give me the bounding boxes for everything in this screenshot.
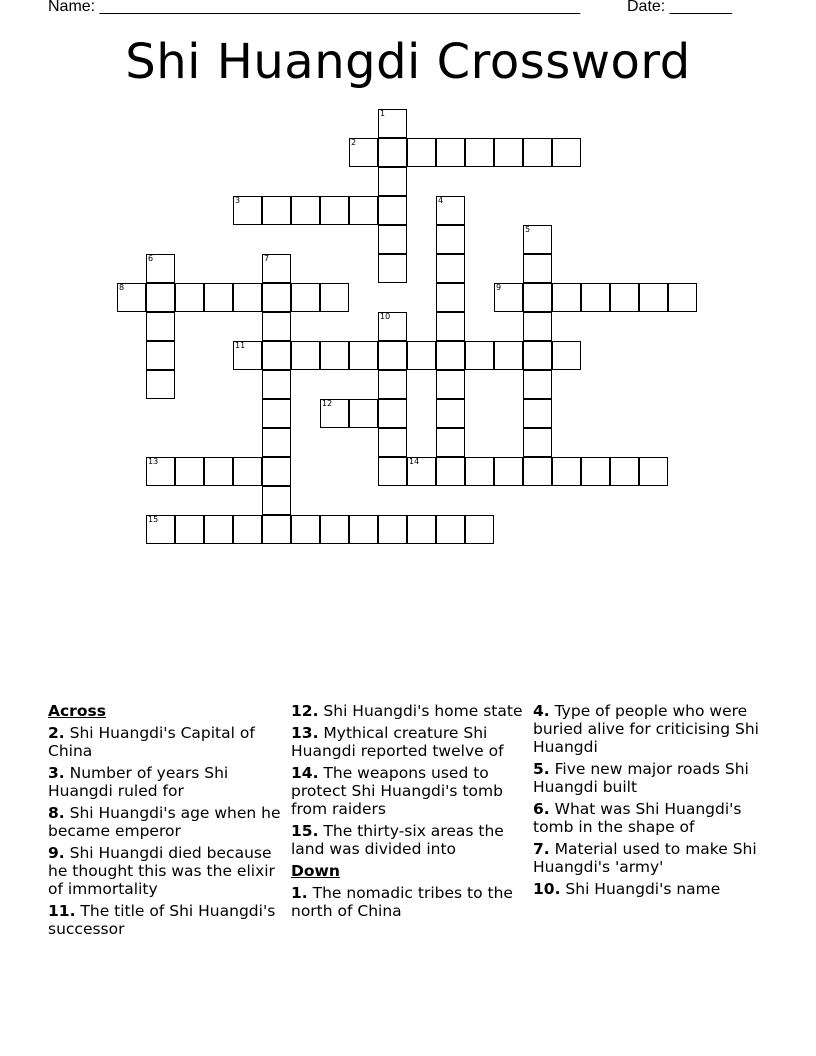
grid-cell[interactable] — [320, 515, 349, 544]
grid-cell[interactable] — [262, 254, 291, 283]
grid-cell[interactable] — [581, 283, 610, 312]
grid-cell[interactable] — [378, 254, 407, 283]
grid-cell[interactable] — [436, 399, 465, 428]
page-title: Shi Huangdi Crossword — [125, 34, 691, 90]
grid-cell[interactable] — [233, 196, 262, 225]
grid-cell[interactable] — [465, 341, 494, 370]
grid-cell[interactable] — [262, 283, 291, 312]
cell-number: 13 — [148, 457, 159, 466]
grid-cell[interactable] — [378, 138, 407, 167]
clue-text: Five new major roads Shi Huangdi built — [533, 760, 749, 796]
cell-number: 5 — [525, 225, 531, 234]
cell-number: 2 — [351, 138, 357, 147]
clues-column-2 — [291, 702, 527, 924]
grid-cell[interactable] — [204, 515, 233, 544]
clue-number: 14. — [291, 764, 319, 782]
grid-cell[interactable] — [552, 138, 581, 167]
clue-text: Mythical creature Shi Huangdi reported twelve of — [291, 724, 504, 760]
grid-cell[interactable] — [146, 341, 175, 370]
grid-cell[interactable] — [262, 312, 291, 341]
clue-across-8 — [48, 804, 284, 840]
grid-cell[interactable] — [320, 196, 349, 225]
clue-number: 5. — [533, 760, 550, 778]
clue-text: The thirty-six areas the land was divided into — [291, 822, 504, 858]
clue-number: 15. — [291, 822, 319, 840]
grid-cell[interactable] — [436, 254, 465, 283]
clue-down-4 — [533, 702, 769, 756]
clue-number: 2. — [48, 724, 65, 742]
grid-cell[interactable] — [204, 457, 233, 486]
grid-cell[interactable] — [146, 254, 175, 283]
date-field-label: Date: _______ — [627, 0, 732, 15]
grid-cell[interactable] — [436, 457, 465, 486]
grid-cell[interactable] — [523, 399, 552, 428]
grid-cell[interactable] — [349, 196, 378, 225]
grid-cell[interactable] — [233, 457, 262, 486]
grid-cell[interactable] — [465, 138, 494, 167]
cell-number: 8 — [119, 283, 125, 292]
grid-cell[interactable] — [494, 341, 523, 370]
grid-cell[interactable] — [436, 312, 465, 341]
grid-cell[interactable] — [436, 428, 465, 457]
grid-cell[interactable] — [436, 196, 465, 225]
cell-number: 1 — [380, 109, 386, 118]
cell-number: 4 — [438, 196, 444, 205]
grid-cell[interactable] — [407, 515, 436, 544]
cell-number: 12 — [322, 399, 333, 408]
grid-cell[interactable] — [639, 283, 668, 312]
clue-number: 11. — [48, 902, 76, 920]
grid-cell[interactable] — [523, 341, 552, 370]
grid-cell[interactable] — [262, 370, 291, 399]
clue-across-15 — [291, 822, 527, 858]
clue-across-13 — [291, 724, 527, 760]
clue-text: Shi Huangdi's age when he became emperor — [48, 804, 281, 840]
grid-cell[interactable] — [552, 457, 581, 486]
grid-cell[interactable] — [407, 457, 436, 486]
clue-number: 6. — [533, 800, 550, 818]
grid-cell[interactable] — [146, 283, 175, 312]
grid-cell[interactable] — [378, 225, 407, 254]
clue-text: Material used to make Shi Huangdi's 'army' — [533, 840, 757, 876]
grid-cell[interactable] — [146, 457, 175, 486]
name-field-label: Name: ______________________________________________________ — [48, 0, 581, 15]
clue-number: 13. — [291, 724, 319, 742]
clue-text: Shi Huangdi's Capital of China — [48, 724, 255, 760]
grid-cell[interactable] — [436, 138, 465, 167]
grid-cell[interactable] — [523, 312, 552, 341]
clue-text: Shi Huangdi died because he thought this was the elixir of immortality — [48, 844, 275, 898]
clue-down-5 — [533, 760, 769, 796]
clues-column-3 — [533, 702, 769, 902]
grid-cell[interactable] — [407, 138, 436, 167]
grid-cell[interactable] — [523, 138, 552, 167]
clue-number: 12. — [291, 702, 319, 720]
grid-cell[interactable] — [523, 428, 552, 457]
grid-cell[interactable] — [291, 196, 320, 225]
grid-cell[interactable] — [291, 515, 320, 544]
clue-across-2 — [48, 724, 284, 760]
grid-cell[interactable] — [349, 138, 378, 167]
clue-number: 1. — [291, 884, 308, 902]
grid-cell[interactable] — [262, 341, 291, 370]
grid-cell[interactable] — [523, 283, 552, 312]
across-heading: Across — [48, 702, 106, 720]
grid-cell[interactable] — [378, 515, 407, 544]
grid-cell[interactable] — [378, 109, 407, 138]
grid-cell[interactable] — [175, 457, 204, 486]
grid-cell[interactable] — [465, 457, 494, 486]
grid-cell[interactable] — [436, 515, 465, 544]
clue-text: Shi Huangdi's name — [565, 880, 721, 898]
cell-number: 10 — [380, 312, 391, 321]
grid-cell[interactable] — [610, 457, 639, 486]
grid-cell[interactable] — [523, 254, 552, 283]
cell-number: 9 — [496, 283, 502, 292]
grid-cell[interactable] — [436, 283, 465, 312]
grid-cell[interactable] — [378, 167, 407, 196]
clue-down-7 — [533, 840, 769, 876]
grid-cell[interactable] — [233, 283, 262, 312]
clue-number: 9. — [48, 844, 65, 862]
grid-cell[interactable] — [262, 428, 291, 457]
clue-across-12 — [291, 702, 527, 720]
grid-cell[interactable] — [465, 515, 494, 544]
clue-text: What was Shi Huangdi's tomb in the shape of — [533, 800, 742, 836]
grid-cell[interactable] — [552, 341, 581, 370]
clue-text: Number of years Shi Huangdi ruled for — [48, 764, 229, 800]
grid-cell[interactable] — [320, 399, 349, 428]
grid-cell[interactable] — [146, 370, 175, 399]
grid-cell[interactable] — [349, 399, 378, 428]
grid-cell[interactable] — [320, 283, 349, 312]
grid-cell[interactable] — [146, 312, 175, 341]
cell-number: 14 — [409, 457, 420, 466]
grid-cell[interactable] — [233, 341, 262, 370]
cell-number: 3 — [235, 196, 241, 205]
grid-cell[interactable] — [378, 370, 407, 399]
grid-cell[interactable] — [378, 399, 407, 428]
clue-down-6 — [533, 800, 769, 836]
grid-cell[interactable] — [320, 341, 349, 370]
clue-number: 4. — [533, 702, 550, 720]
grid-cell[interactable] — [610, 283, 639, 312]
clues-column-1 — [48, 702, 284, 942]
clue-text: The title of Shi Huangdi's successor — [48, 902, 276, 938]
grid-cell[interactable] — [291, 283, 320, 312]
cell-number: 15 — [148, 515, 159, 524]
clue-number: 7. — [533, 840, 550, 858]
grid-cell[interactable] — [378, 457, 407, 486]
clue-text: Type of people who were buried alive for criticising Shi Huangdi — [533, 702, 759, 756]
clue-across-3 — [48, 764, 284, 800]
grid-cell[interactable] — [262, 399, 291, 428]
clue-down-10 — [533, 880, 769, 898]
grid-cell[interactable] — [581, 457, 610, 486]
clue-number: 10. — [533, 880, 561, 898]
grid-cell[interactable] — [262, 196, 291, 225]
grid-cell[interactable] — [552, 283, 581, 312]
grid-cell[interactable] — [378, 196, 407, 225]
grid-cell[interactable] — [349, 515, 378, 544]
grid-cell[interactable] — [262, 515, 291, 544]
cell-number: 11 — [235, 341, 246, 350]
clue-text: Shi Huangdi's home state — [323, 702, 523, 720]
grid-cell[interactable] — [175, 515, 204, 544]
grid-cell[interactable] — [436, 225, 465, 254]
down-heading: Down — [291, 862, 340, 880]
grid-cell[interactable] — [436, 341, 465, 370]
cell-number: 7 — [264, 254, 270, 263]
grid-cell[interactable] — [494, 138, 523, 167]
grid-cell[interactable] — [494, 457, 523, 486]
grid-cell[interactable] — [117, 283, 146, 312]
grid-cell[interactable] — [204, 283, 233, 312]
grid-cell[interactable] — [378, 341, 407, 370]
clue-number: 8. — [48, 804, 65, 822]
clue-text: The weapons used to protect Shi Huangdi's tomb from raiders — [291, 764, 503, 818]
clue-text: The nomadic tribes to the north of China — [291, 884, 513, 920]
cell-number: 6 — [148, 254, 154, 263]
grid-cell[interactable] — [349, 341, 378, 370]
grid-cell[interactable] — [291, 341, 320, 370]
grid-cell[interactable] — [262, 457, 291, 486]
grid-cell[interactable] — [146, 515, 175, 544]
grid-cell[interactable] — [436, 370, 465, 399]
grid-cell[interactable] — [378, 428, 407, 457]
grid-cell[interactable] — [378, 312, 407, 341]
grid-cell[interactable] — [523, 370, 552, 399]
grid-cell[interactable] — [639, 457, 668, 486]
clue-across-11 — [48, 902, 284, 938]
clue-number: 3. — [48, 764, 65, 782]
grid-cell[interactable] — [523, 457, 552, 486]
grid-cell[interactable] — [175, 283, 204, 312]
grid-cell[interactable] — [407, 341, 436, 370]
grid-cell[interactable] — [494, 283, 523, 312]
grid-cell[interactable] — [262, 486, 291, 515]
grid-cell[interactable] — [668, 283, 697, 312]
clue-down-1 — [291, 884, 527, 920]
clue-across-9 — [48, 844, 284, 898]
clue-across-14 — [291, 764, 527, 818]
grid-cell[interactable] — [523, 225, 552, 254]
grid-cell[interactable] — [233, 515, 262, 544]
